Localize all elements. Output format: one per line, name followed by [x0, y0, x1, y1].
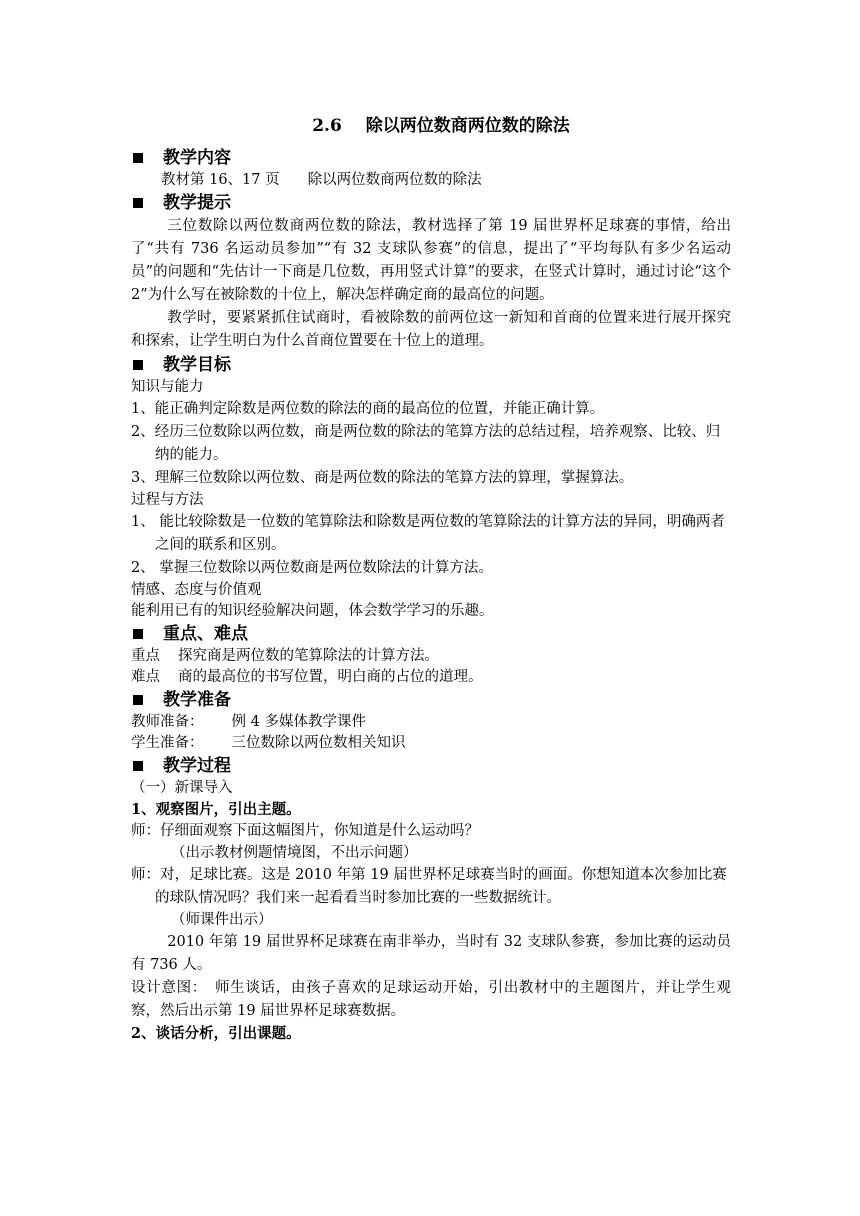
process-step: 2、谈话分析，引出课题。	[131, 1025, 301, 1042]
section-heading-prep: 教学准备	[131, 688, 731, 712]
key-point-line: 重点 探究商是两位数的笔算除法的计算方法。	[131, 648, 439, 664]
goal-item: 2、 掌握三位数除以两位数商是两位数除法的计算方法。	[131, 560, 493, 576]
document-body	[131, 112, 731, 1044]
difficulty-line: 难点 商的最高位的书写位置，明白商的占位的道理。	[131, 669, 483, 685]
dialogue-line: 师：对，足球比赛。这是 2010 年第 19 届世界杯足球赛当时的画面。你想知道本次参加比赛的球队情况吗？我们来一起看看当时参加比赛的一些数据统计。	[131, 867, 727, 906]
design-intent: 设计意图： 师生谈话，由孩子喜欢的足球运动开始，引出教材中的主题图片，并让学生观察，然后出示第 19 届世界杯足球赛数据。	[131, 980, 731, 1019]
goals-subheading: 过程与方法	[131, 492, 204, 508]
content-line: 教材第 16、17 页 除以两位数商两位数的除法	[161, 172, 482, 188]
goals-subheading: 情感、态度与价值观	[131, 582, 262, 598]
bullet-square-icon	[133, 153, 143, 163]
goal-item: 3、理解三位数除以两位数、商是两位数的除法的笔算方法的算理，掌握算法。	[131, 470, 634, 486]
process-step: 1、观察图片，引出主题。	[131, 801, 301, 818]
bullet-square-icon	[133, 198, 143, 208]
title-number: 2.6	[312, 116, 342, 136]
goal-item: 1、能正确判定除数是两位数的除法的商的最高位的位置，并能正确计算。	[131, 401, 605, 417]
page-title	[131, 112, 731, 140]
bullet-square-icon	[133, 629, 143, 639]
stage-note: （师课件出示）	[171, 912, 273, 928]
goals-subheading: 知识与能力	[131, 379, 204, 395]
goal-item: 能利用已有的知识经验解决问题，体会数学学习的乐趣。	[131, 603, 494, 619]
goal-item: 1、 能比较除数是一位数的笔算除法和除数是两位数的笔算除法的计算方法的异同，明确两者之间的联系和区别。	[131, 514, 725, 553]
teacher-prep-line: 教师准备： 例 4 多媒体教学课件	[131, 714, 366, 730]
tips-paragraph-2: 教学时，要紧紧抓住试商时，看被除数的前两位这一新知和首商的位置来进行展开探究和探索，让学生明白为什么首商位置要在十位上的道理。	[131, 310, 731, 349]
title-text: 除以两位数商两位数的除法	[365, 116, 570, 136]
bullet-square-icon	[133, 695, 143, 705]
tips-paragraph-1: 三位数除以两位数商两位数的除法，教材选择了第 19 届世界杯足球赛的事情，给出了“共有 736 名运动员参加”“有 32 支球队参赛”的信息，提出了“平均每队有多少名运动员”的问题和“先估计一下商是几位数，再用竖式计算”的要求，在竖式计算时，通过讨论“这个 2”为什么写在被除数的十位上，解决怎样确定商的最高位的问题。	[131, 218, 731, 303]
stage-note: （出示教材例题情境图，不出示问题）	[171, 845, 418, 861]
dialogue-line: 师：仔细面观察下面这幅图片，你知道是什么运动吗？	[131, 823, 479, 839]
process-part: （一）新课导入	[131, 780, 233, 796]
section-heading-goals: 教学目标	[131, 353, 731, 377]
section-heading-process: 教学过程	[131, 754, 731, 778]
bullet-square-icon	[133, 360, 143, 370]
section-heading-key: 重点、难点	[131, 622, 731, 646]
info-paragraph: 2010 年第 19 届世界杯足球赛在南非举办，当时有 32 支球队参赛，参加比赛的运动员有 736 人。	[131, 934, 731, 973]
section-heading-content: 教学内容	[131, 146, 731, 170]
goal-item: 2、经历三位数除以两位数，商是两位数的除法的笔算方法的总结过程，培养观察、比较、归纳的能力。	[131, 424, 721, 463]
bullet-square-icon	[133, 761, 143, 771]
section-heading-tips: 教学提示	[131, 191, 731, 215]
student-prep-line: 学生准备： 三位数除以两位数相关知识	[131, 735, 406, 751]
